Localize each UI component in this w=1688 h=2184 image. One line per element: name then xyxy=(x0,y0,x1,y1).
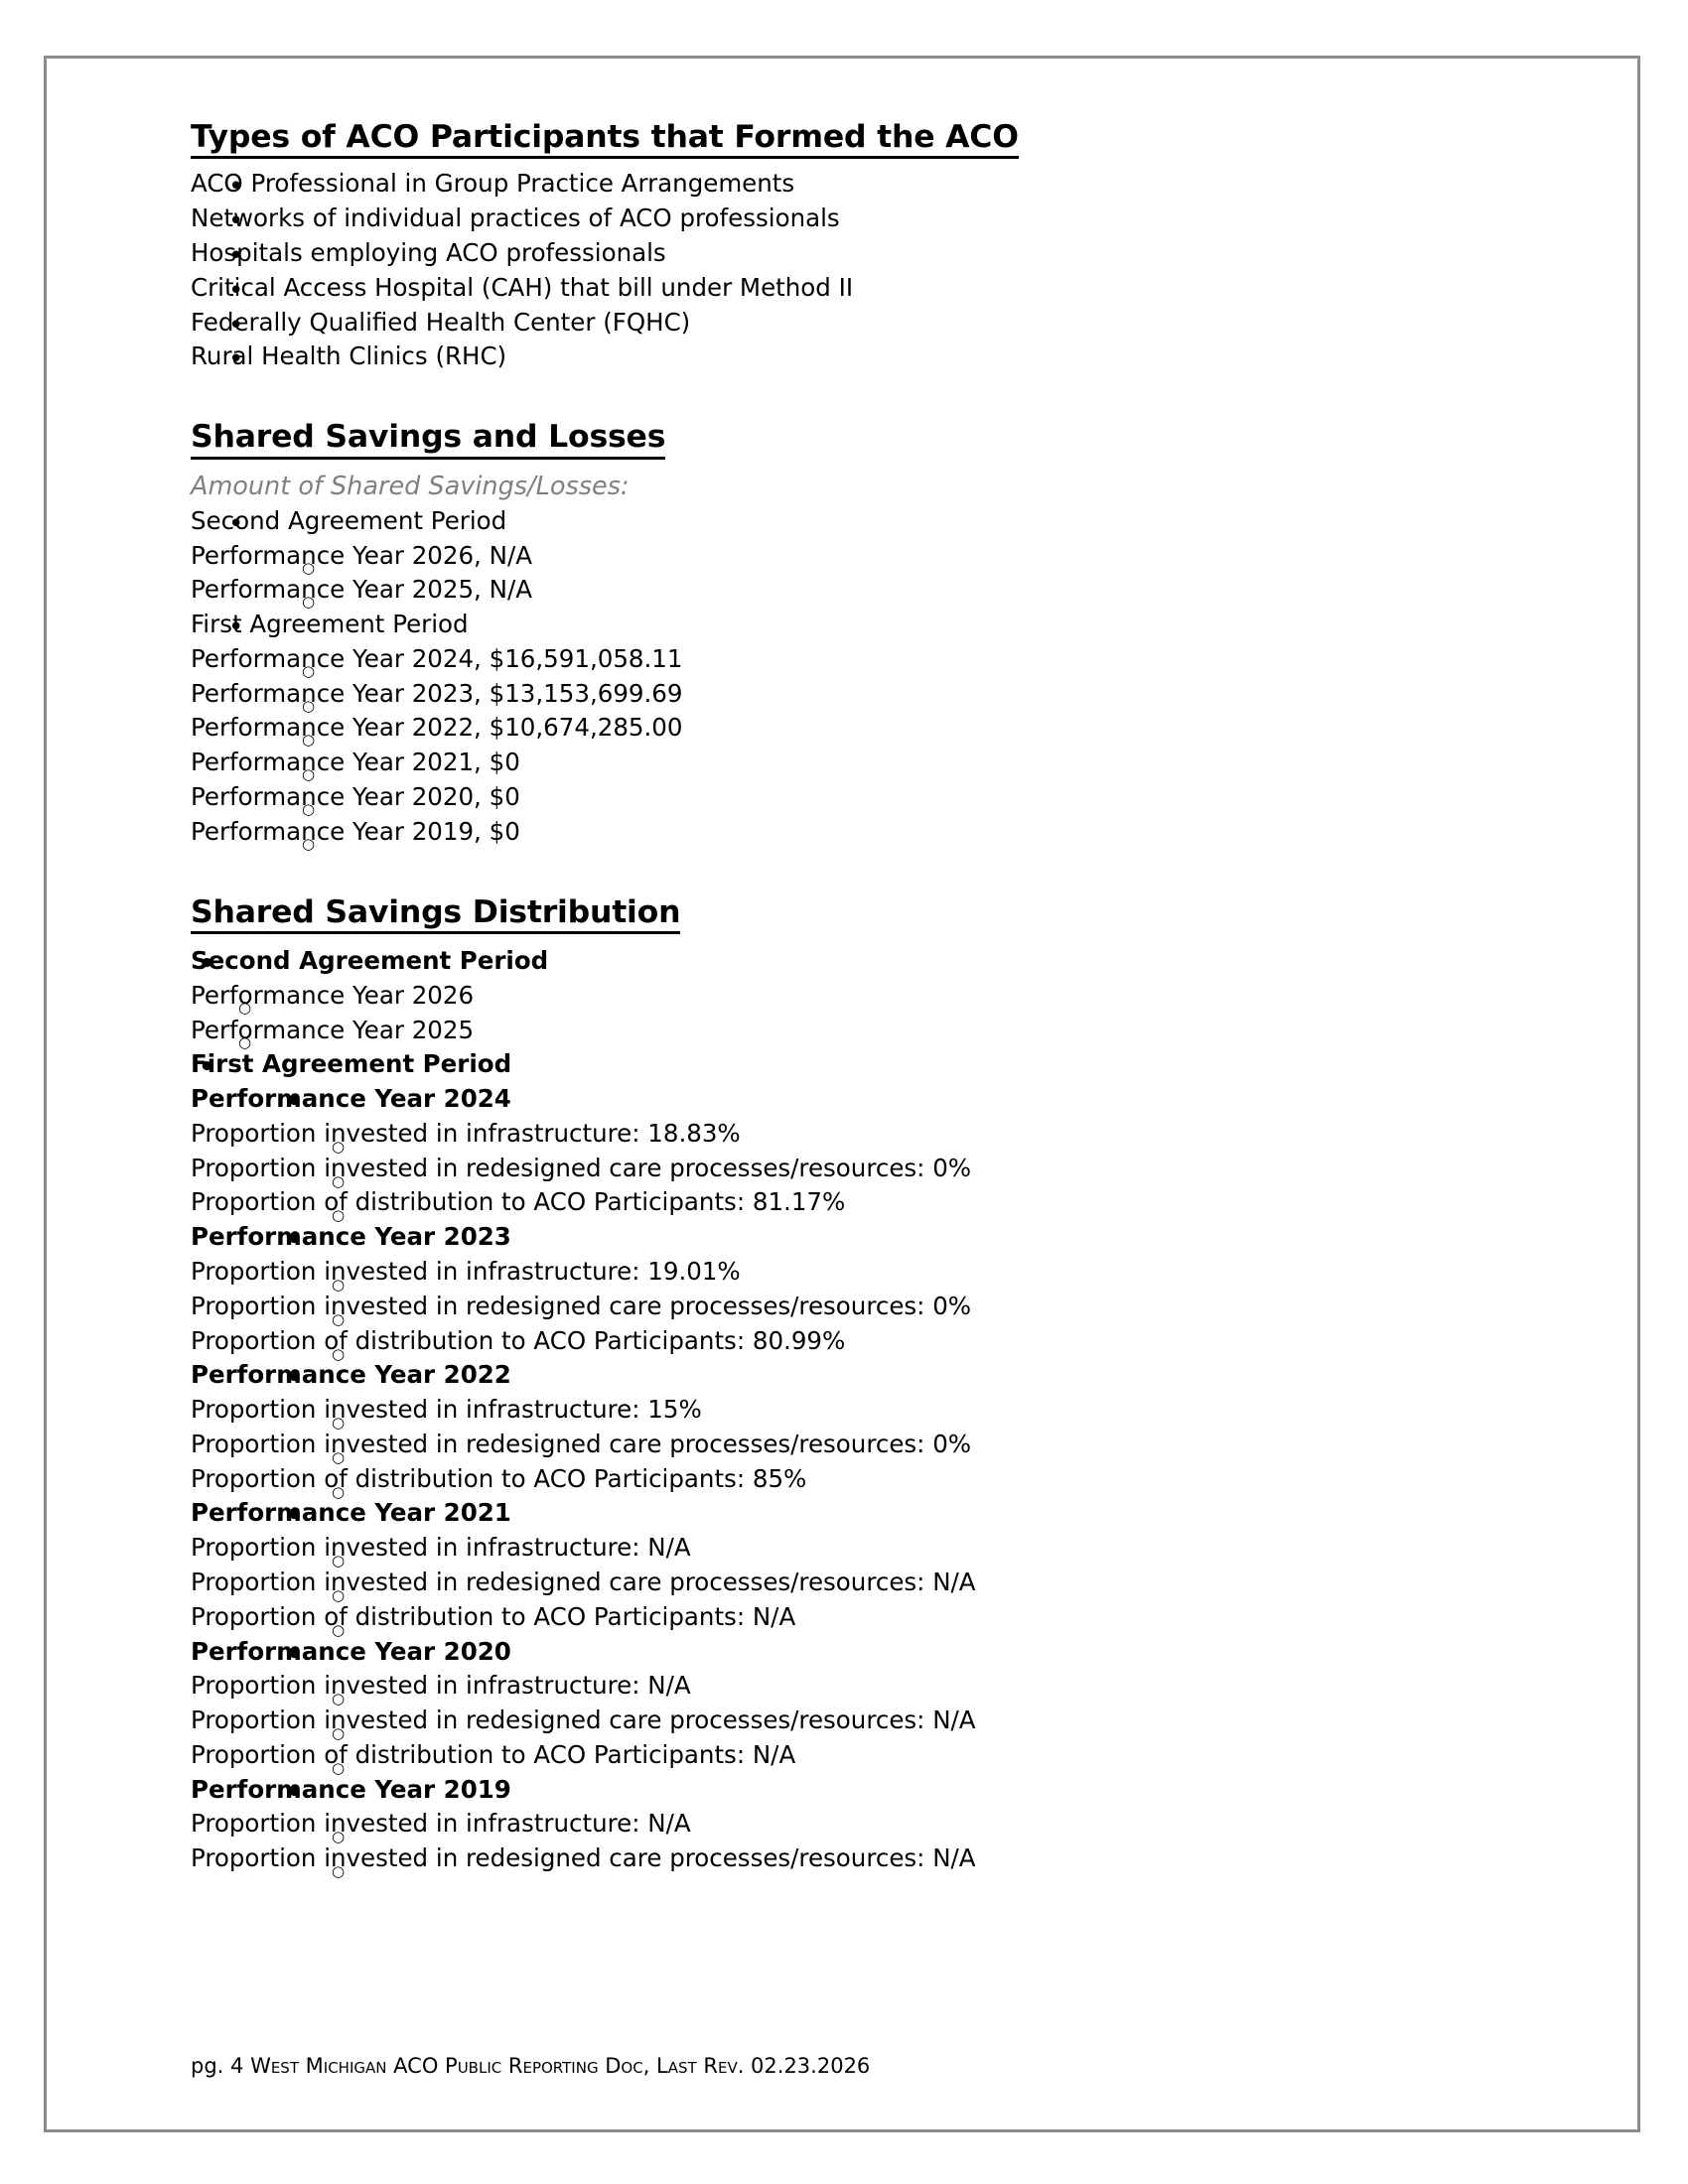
shared-savings-losses-heading-wrap xyxy=(191,418,1511,459)
performance-year-label: Performance Year 2019 xyxy=(191,1774,511,1804)
bullet-disc-icon xyxy=(286,1085,303,1120)
list-item xyxy=(191,1290,1511,1324)
list-item-label: Hospitals employing ACO professionals xyxy=(191,237,666,267)
shared-savings-losses-list xyxy=(191,504,1511,850)
list-item xyxy=(191,642,1511,677)
list-item-performance-year xyxy=(191,1773,1511,1808)
list-item-label: Performance Year 2026, N/A xyxy=(191,540,532,570)
footer-page-number: pg. 4 xyxy=(191,2054,244,2078)
list-item xyxy=(191,1185,1511,1220)
list-item xyxy=(191,1566,1511,1600)
list-item xyxy=(191,1704,1511,1738)
participant-types-heading: Types of ACO Participants that Formed the ACO xyxy=(191,118,1019,159)
list-item xyxy=(191,1531,1511,1566)
list-item-label: Second Agreement Period xyxy=(191,945,549,975)
performance-year-label: Performance Year 2020 xyxy=(191,1636,511,1666)
list-item xyxy=(191,1152,1511,1186)
list-item-performance-year xyxy=(191,1635,1511,1670)
list-item-label: Critical Access Hospital (CAH) that bill under Method II xyxy=(191,272,854,302)
list-item-label: Performance Year 2019, $0 xyxy=(191,816,520,846)
bullet-disc-icon xyxy=(228,170,243,205)
list-item-label: Proportion invested in redesigned care processes/resources: N/A xyxy=(191,1706,976,1735)
list-item-performance-year xyxy=(191,1358,1511,1393)
shared-savings-distribution-heading-wrap xyxy=(191,893,1511,934)
list-item xyxy=(191,1117,1511,1152)
list-item-label: Proportion of distribution to ACO Participants: 80.99% xyxy=(191,1325,846,1355)
list-item xyxy=(191,573,1511,608)
list-item-label: Proportion invested in infrastructure: 15% xyxy=(191,1395,702,1425)
list-item-label: Performance Year 2020, $0 xyxy=(191,781,520,811)
list-item-label: Networks of individual practices of ACO professionals xyxy=(191,204,840,233)
list-item-label: Proportion invested in infrastructure: N/A xyxy=(191,1533,691,1563)
list-item-performance-year xyxy=(191,1496,1511,1531)
list-item-second-agreement-period xyxy=(191,504,1511,539)
list-item xyxy=(191,1393,1511,1428)
bullet-disc-icon xyxy=(228,342,243,377)
list-item-label: Performance Year 2024, $16,591,058.11 xyxy=(191,643,683,673)
list-item xyxy=(191,979,1511,1014)
bullet-disc-icon xyxy=(286,1223,303,1258)
list-item xyxy=(191,1600,1511,1635)
bullet-disc-icon xyxy=(228,611,243,645)
list-item xyxy=(191,1428,1511,1462)
shared-savings-losses-heading: Shared Savings and Losses xyxy=(191,418,665,459)
list-item xyxy=(191,1738,1511,1773)
list-item xyxy=(191,1462,1511,1497)
document-body xyxy=(191,118,1511,1876)
bullet-disc-icon xyxy=(228,205,243,239)
list-item xyxy=(191,202,1511,236)
list-item xyxy=(191,236,1511,271)
list-item xyxy=(191,815,1511,850)
list-item xyxy=(191,1014,1511,1048)
list-item xyxy=(191,711,1511,746)
list-item xyxy=(191,746,1511,780)
list-item xyxy=(191,1324,1511,1359)
performance-year-label: Performance Year 2024 xyxy=(191,1084,511,1114)
participant-types-heading-wrap xyxy=(191,118,1511,159)
list-item-label: Proportion invested in redesigned care processes/resources: 0% xyxy=(191,1153,972,1182)
list-item-label: Proportion invested in infrastructure: 19.01% xyxy=(191,1256,741,1286)
bullet-circle-icon xyxy=(302,824,315,859)
list-item-label: Proportion invested in infrastructure: N/A xyxy=(191,1809,691,1839)
list-item xyxy=(191,306,1511,341)
bullet-circle-icon xyxy=(332,1851,345,1886)
list-item-label: Proportion of distribution to ACO Participants: N/A xyxy=(191,1739,796,1769)
list-item-label: Performance Year 2025, N/A xyxy=(191,575,532,605)
list-item-label: Proportion invested in redesigned care processes/resources: 0% xyxy=(191,1291,972,1320)
participant-types-list xyxy=(191,167,1511,374)
list-item-label: Performance Year 2023, $13,153,699.69 xyxy=(191,678,683,708)
bullet-disc-icon xyxy=(199,947,215,982)
list-item-label: Performance Year 2025 xyxy=(191,1015,475,1044)
page-content-area xyxy=(47,59,1637,2129)
list-item-label: Proportion invested in infrastructure: N/A xyxy=(191,1671,691,1701)
list-item-label: Performance Year 2021, $0 xyxy=(191,748,520,777)
list-item-label: Rural Health Clinics (RHC) xyxy=(191,341,507,371)
list-item xyxy=(191,271,1511,306)
list-item-label: Performance Year 2026 xyxy=(191,980,475,1010)
footer-document-title: West Michigan ACO Public Reporting Doc, Last Rev. 02.23.2026 xyxy=(250,2054,871,2078)
performance-year-label: Performance Year 2023 xyxy=(191,1222,511,1252)
list-item xyxy=(191,1807,1511,1842)
list-item-label: First Agreement Period xyxy=(191,610,469,639)
bullet-disc-icon xyxy=(286,1499,303,1534)
shared-savings-losses-subtitle: Amount of Shared Savings/Losses: xyxy=(191,471,630,501)
bullet-disc-icon xyxy=(228,507,243,542)
list-item-label: Proportion of distribution to ACO Participants: N/A xyxy=(191,1601,796,1631)
list-item-label: Proportion invested in redesigned care processes/resources: N/A xyxy=(191,1843,976,1873)
list-item-label: Proportion invested in redesigned care processes/resources: N/A xyxy=(191,1568,976,1597)
list-item-label: First Agreement Period xyxy=(191,1049,512,1079)
list-item-label: ACO Professional in Group Practice Arrangements xyxy=(191,169,795,199)
list-item-label: Proportion of distribution to ACO Participants: 81.17% xyxy=(191,1187,846,1217)
bullet-disc-icon xyxy=(228,309,243,343)
list-item-label: Proportion of distribution to ACO Participants: 85% xyxy=(191,1463,807,1493)
list-item xyxy=(191,677,1511,712)
list-item-label: Federally Qualified Health Center (FQHC) xyxy=(191,307,691,337)
list-item xyxy=(191,340,1511,374)
shared-savings-distribution-list xyxy=(191,944,1511,1876)
list-item-label: Performance Year 2022, $10,674,285.00 xyxy=(191,713,683,743)
list-item xyxy=(191,167,1511,202)
list-item-label: Second Agreement Period xyxy=(191,505,507,535)
list-item-label: Proportion invested in infrastructure: 18.83% xyxy=(191,1118,741,1148)
shared-savings-distribution-heading: Shared Savings Distribution xyxy=(191,893,680,934)
performance-year-label: Performance Year 2022 xyxy=(191,1360,511,1390)
performance-year-label: Performance Year 2021 xyxy=(191,1498,511,1528)
list-item xyxy=(191,1669,1511,1704)
page-footer xyxy=(191,2054,870,2078)
list-item-second-agreement-period xyxy=(191,944,1511,979)
bullet-disc-icon xyxy=(286,1776,303,1811)
list-item xyxy=(191,539,1511,574)
bullet-disc-icon xyxy=(199,1050,215,1085)
list-item-first-agreement-period xyxy=(191,1047,1511,1082)
list-item-first-agreement-period xyxy=(191,608,1511,642)
list-item xyxy=(191,1255,1511,1290)
list-item-label: Proportion invested in redesigned care processes/resources: 0% xyxy=(191,1429,972,1458)
bullet-disc-icon xyxy=(228,239,243,274)
bullet-disc-icon xyxy=(228,274,243,309)
bullet-disc-icon xyxy=(286,1638,303,1673)
scanned-page-frame xyxy=(44,56,1640,2132)
list-item xyxy=(191,1842,1511,1876)
bullet-disc-icon xyxy=(286,1361,303,1396)
list-item-performance-year xyxy=(191,1220,1511,1255)
list-item-performance-year xyxy=(191,1082,1511,1117)
list-item xyxy=(191,780,1511,815)
